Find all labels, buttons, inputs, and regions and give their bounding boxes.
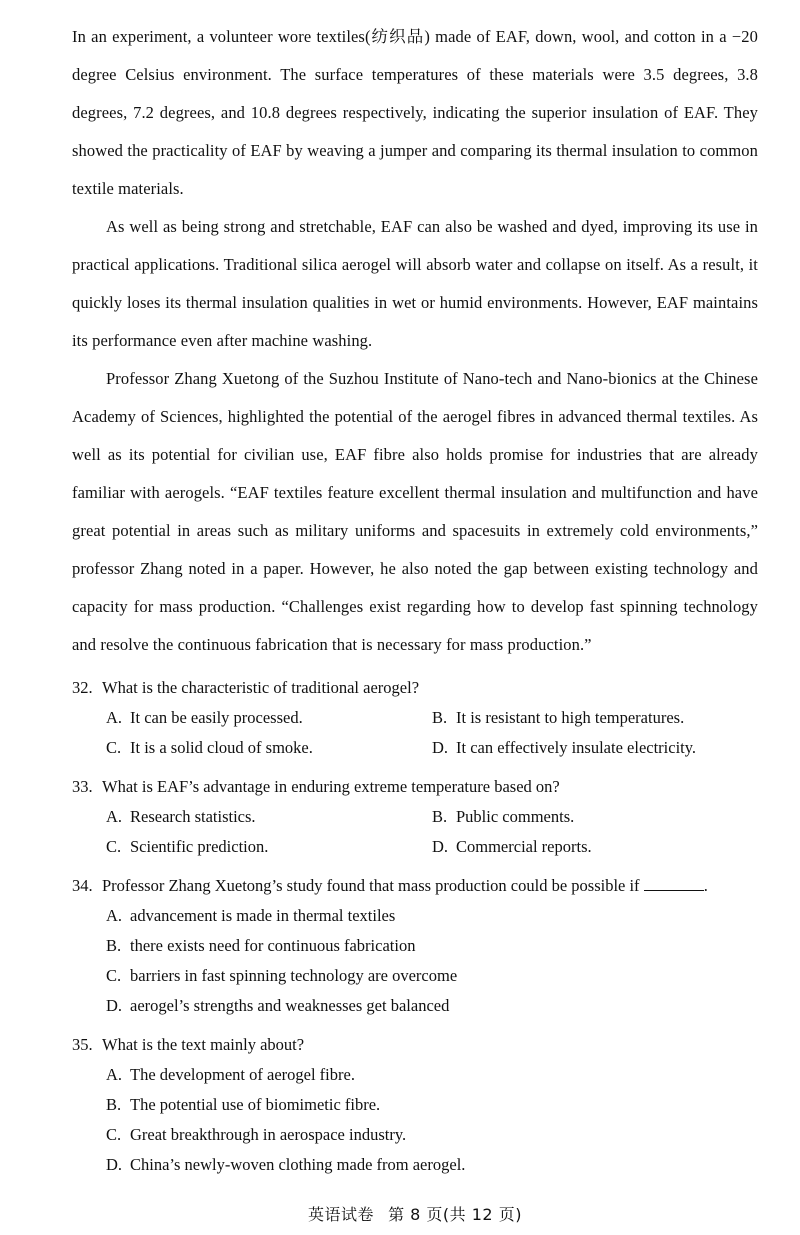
question-35-option-b[interactable] xyxy=(106,1090,758,1120)
question-33-number: 33. xyxy=(72,777,93,796)
question-34-text-before-blank: Professor Zhang Xuetong’s study found that mass production could be possible if xyxy=(102,876,640,895)
question-35-option-c[interactable] xyxy=(106,1120,758,1150)
question-34-option-c[interactable] xyxy=(106,961,758,991)
option-letter: C. xyxy=(106,966,122,985)
answer-blank xyxy=(644,890,704,891)
question-32-stem xyxy=(72,672,758,703)
option-letter: A. xyxy=(106,807,123,826)
question-33-options-row-2 xyxy=(72,832,758,862)
question-34-option-d-row xyxy=(72,991,758,1021)
question-32-number: 32. xyxy=(72,678,93,697)
question-32-option-b[interactable] xyxy=(432,703,758,733)
option-letter: B. xyxy=(106,1095,122,1114)
page-footer xyxy=(72,1202,758,1225)
option-letter: D. xyxy=(106,996,123,1015)
question-35-text: What is the text mainly about? xyxy=(102,1035,305,1054)
question-34-option-a-row xyxy=(72,901,758,931)
question-34-stem xyxy=(72,870,758,901)
question-33-options-row-1 xyxy=(72,802,758,832)
question-33-option-a[interactable] xyxy=(106,802,432,832)
question-33-option-d[interactable] xyxy=(432,832,758,862)
question-35-option-a-row xyxy=(72,1060,758,1090)
question-35-number: 35. xyxy=(72,1035,93,1054)
question-32-options-row-2 xyxy=(72,733,758,763)
question-35-option-d[interactable] xyxy=(106,1150,758,1180)
question-34-number: 34. xyxy=(72,876,93,895)
footer-title: 英语试卷 xyxy=(308,1205,375,1224)
option-label: Scientific prediction. xyxy=(130,837,269,856)
question-32-options-row-1 xyxy=(72,703,758,733)
question-35-stem xyxy=(72,1029,758,1060)
option-letter: C. xyxy=(106,738,122,757)
option-letter: B. xyxy=(106,936,122,955)
question-34-option-c-row xyxy=(72,961,758,991)
question-32-option-a[interactable] xyxy=(106,703,432,733)
option-label: Great breakthrough in aerospace industry. xyxy=(130,1125,407,1144)
question-34 xyxy=(72,870,758,1021)
option-letter: B. xyxy=(432,807,448,826)
passage-paragraph-2: As well as being strong and stretchable, EAF can also be washed and dyed, improving its use in practical applications. Traditional silica aerogel will absorb water and collapse on itself. As a result, it quickly loses its thermal insulation qualities in wet or humid environments. However, EAF maintains its performance even after machine washing. xyxy=(72,217,758,350)
question-34-text xyxy=(102,870,758,901)
question-32-text: What is the characteristic of traditional aerogel? xyxy=(102,678,420,697)
question-32-option-c[interactable] xyxy=(106,733,432,763)
question-35-option-c-row xyxy=(72,1120,758,1150)
question-33 xyxy=(72,771,758,862)
option-letter: B. xyxy=(432,708,448,727)
option-letter: D. xyxy=(432,837,449,856)
question-35 xyxy=(72,1029,758,1180)
question-33-text: What is EAF’s advantage in enduring extreme temperature based on? xyxy=(102,777,560,796)
option-letter: A. xyxy=(106,906,123,925)
option-label: It can effectively insulate electricity. xyxy=(456,738,697,757)
option-label: It is a solid cloud of smoke. xyxy=(130,738,313,757)
option-label: Research statistics. xyxy=(130,807,256,826)
question-35-option-b-row xyxy=(72,1090,758,1120)
option-label: barriers in fast spinning technology are overcome xyxy=(130,966,458,985)
option-letter: A. xyxy=(106,1065,123,1084)
question-34-option-d[interactable] xyxy=(106,991,758,1021)
option-letter: D. xyxy=(106,1155,123,1174)
option-letter: C. xyxy=(106,1125,122,1144)
question-34-text-after-blank: . xyxy=(703,876,708,895)
question-35-option-a[interactable] xyxy=(106,1060,758,1090)
question-33-stem xyxy=(72,771,758,802)
option-label: there exists need for continuous fabrication xyxy=(130,936,416,955)
question-33-option-c[interactable] xyxy=(106,832,432,862)
question-34-option-b-row xyxy=(72,931,758,961)
question-35-option-d-row xyxy=(72,1150,758,1180)
question-33-option-b[interactable] xyxy=(432,802,758,832)
option-label: The development of aerogel fibre. xyxy=(130,1065,355,1084)
question-34-option-a[interactable] xyxy=(106,901,758,931)
option-label: The potential use of biomimetic fibre. xyxy=(130,1095,381,1114)
option-letter: C. xyxy=(106,837,122,856)
question-32 xyxy=(72,672,758,763)
option-label: Commercial reports. xyxy=(456,837,592,856)
passage-paragraph-1: In an experiment, a volunteer wore textiles(纺织品) made of EAF, down, wool, and cotton in a −20 degree Celsius environment. The surface temperatures of these materials were 3.5 degrees, 3.8 degrees, 7.2 degrees, and 10.8 degrees respectively, indicating the superior insulation of EAF. They showed the practicality of EAF by weaving a jumper and comparing its thermal insulation to common textile materials. xyxy=(72,27,758,198)
question-34-option-b[interactable] xyxy=(106,931,758,961)
option-label: It is resistant to high temperatures. xyxy=(456,708,685,727)
option-label: advancement is made in thermal textiles xyxy=(130,906,396,925)
option-label: It can be easily processed. xyxy=(130,708,303,727)
option-label: Public comments. xyxy=(456,807,575,826)
option-letter: D. xyxy=(432,738,449,757)
question-32-option-d[interactable] xyxy=(432,733,758,763)
option-label: China’s newly-woven clothing made from aerogel. xyxy=(130,1155,466,1174)
footer-page-number: 第 8 页(共 12 页) xyxy=(388,1205,522,1224)
passage-paragraph-3: Professor Zhang Xuetong of the Suzhou Institute of Nano-tech and Nano-bionics at the Chinese Academy of Sciences, highlighted the potential of the aerogel fibres in advanced thermal textiles. As well as its potential for civilian use, EAF fibre also holds promise for industries that are already familiar with aerogels. “EAF textiles feature excellent thermal insulation and multifunction and have great potential in areas such as military uniforms and spacesuits in extremely cold environments,” professor Zhang noted in a paper. However, he also noted the gap between existing technology and capacity for mass production. “Challenges exist regarding how to develop fast spinning technology and resolve the continuous fabrication that is necessary for mass production.” xyxy=(72,369,758,654)
option-label: aerogel’s strengths and weaknesses get balanced xyxy=(130,996,450,1015)
option-letter: A. xyxy=(106,708,123,727)
